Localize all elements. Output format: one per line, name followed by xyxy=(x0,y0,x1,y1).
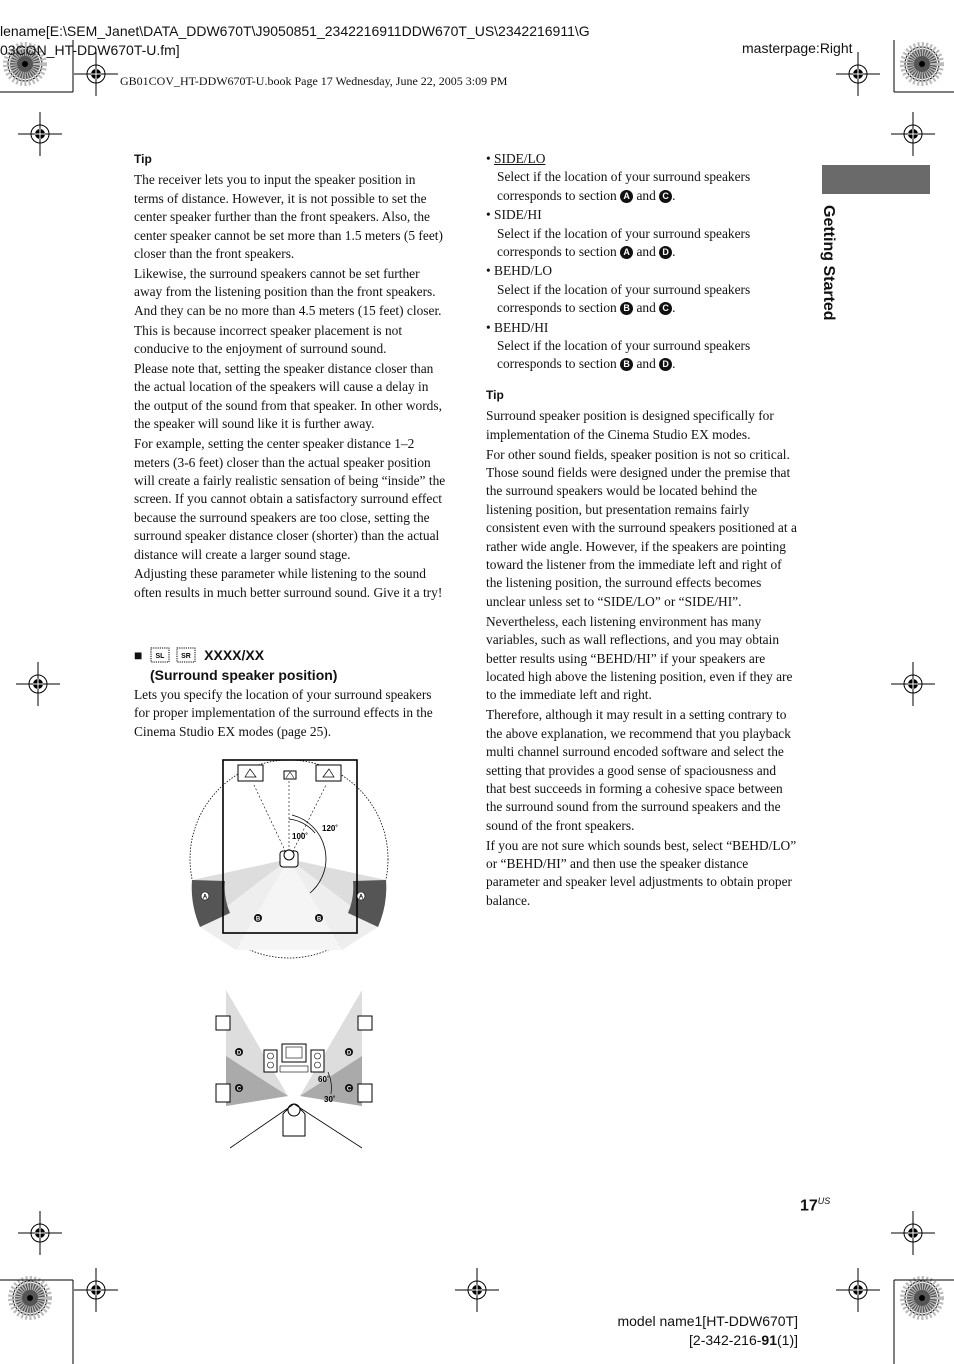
option-item: • SIDE/LO Select if the location of your surround speakers corresponds to section A and C . xyxy=(486,151,751,203)
option-name: BEHD/HI xyxy=(494,319,549,335)
section-title: (Surround speaker position) xyxy=(150,667,338,683)
surround-position-diagram xyxy=(188,755,392,965)
section-marker: D xyxy=(659,246,672,259)
angle-120-label: 120˚ xyxy=(322,824,339,833)
angle-30-label: 30˚ xyxy=(324,1095,336,1104)
tip-paragraph: Nevertheless, each listening environment has many variables, such as wall reflections, and you may obtain better results using “BEHD/HI” if your speakers are located high above the listening position, even if they are to the immediate left and right. xyxy=(486,613,793,703)
masterpage-label: masterpage:Right xyxy=(742,40,853,56)
option-and: and xyxy=(633,356,660,372)
sl-icon xyxy=(150,647,170,663)
part-code xyxy=(600,1331,798,1350)
filename-line-2: 03CON_HT-DDW670T-U.fm] xyxy=(0,42,180,58)
section-marker: A xyxy=(620,190,633,203)
model-footer xyxy=(600,1312,798,1350)
book-info: GB01COV_HT-DDW670T-U.book Page 17 Wednesday, June 22, 2005 3:09 PM xyxy=(120,74,508,88)
page-number-value: 17 xyxy=(800,1197,818,1215)
option-desc: Select if the location of your surround speakers corresponds to section xyxy=(497,338,751,372)
tip-paragraph: Please note that, setting the speaker distance closer than the actual location of the speakers will cause a delay in the output of the sound from that speaker. In other words, the speaker will sound like it is further away. xyxy=(134,360,442,432)
section-marker: D xyxy=(659,358,672,371)
zone-a-left: A xyxy=(202,894,208,901)
sr-icon xyxy=(176,647,196,663)
tip-paragraph: For example, setting the center speaker distance 1–2 meters (3-6 feet) closer than the actual speaker position will create a fairly realistic sensation of being “inside” the screen. If you cannot obtain a satisfactory surround effect because the surround speakers are too close, setting the surround speaker distance closer (shorter) than the actual distance will create a larger sound stage. xyxy=(134,436,446,562)
left-column xyxy=(134,150,448,604)
option-desc: Select if the location of your surround speakers corresponds to section xyxy=(497,169,751,203)
option-end: . xyxy=(672,356,676,372)
tip-paragraph: The receiver lets you to input the speaker position in terms of distance. However, it is not possible to set the center speaker further than the front speakers. Also, the center speaker cannot be set more than 1.5 meters (5 feet) closer than the front speakers. xyxy=(134,172,443,262)
zone-b-left: B xyxy=(255,916,261,923)
section-body: Lets you specify the location of your surround speakers for proper implementation of the surround effects in the Cinema Studio EX modes (page 25). xyxy=(134,687,433,739)
filename-header xyxy=(0,22,590,60)
section-tab-label: Getting Started xyxy=(820,205,837,321)
option-end: . xyxy=(672,300,676,316)
section-tab-bar xyxy=(822,165,930,194)
tip-paragraph: If you are not sure which sounds best, select “BEHD/LO” or “BEHD/HI” and then use the speaker distance parameter and speaker level adjustments to obtain proper balance. xyxy=(486,837,797,908)
tip-paragraph: For other sound fields, speaker position is not so critical. Those sound fields were designed under the premise that the surround speakers would be located behind the listening position, but presentation remains fairly consistent even with the surround speakers positioned at a rather wide angle. However, if the speakers are pointing toward the listener from the immediate left and right of the listening position, the surround effects becomes unclear unless set to “SIDE/LO” or “SIDE/HI”. xyxy=(486,446,797,609)
sl-icon-text: SL xyxy=(155,653,165,660)
filename-line-1: lename[E:\SEM_Janet\DATA_DDW670T\J9050851_2342216911DDW670T_US\2342216911\G xyxy=(0,23,590,39)
tip-paragraph: Adjusting these parameter while listening to the sound often results in much better surround sound. Give it a try! xyxy=(134,566,443,600)
option-item: • SIDE/HI Select if the location of your surround speakers corresponds to section A and D . xyxy=(486,207,751,260)
page-number xyxy=(800,1196,830,1215)
section-marker: C xyxy=(659,302,672,315)
option-end: . xyxy=(672,187,676,203)
option-name: BEHD/LO xyxy=(494,263,553,279)
part-code-suffix: (1)] xyxy=(777,1332,798,1348)
sr-icon-text: SR xyxy=(181,653,192,660)
option-item: • BEHD/HI Select if the location of your surround speakers corresponds to section B and D . xyxy=(486,319,751,372)
option-and: and xyxy=(633,244,660,260)
zone-d-right: D xyxy=(346,1050,352,1057)
speaker-height-diagram xyxy=(210,986,380,1151)
section-heading xyxy=(134,645,454,685)
zone-c-left: C xyxy=(236,1086,242,1093)
page-number-suffix: US xyxy=(817,1196,831,1206)
zone-b-right: B xyxy=(316,916,322,923)
angle-100-label: 100˚ xyxy=(292,832,309,841)
zone-a-right: A xyxy=(358,894,364,901)
angle-60-label: 60˚ xyxy=(318,1075,330,1084)
tip-label: Tip xyxy=(134,152,152,166)
tip-paragraph: Likewise, the surround speakers cannot be set further away from the listening position than the front speakers. And they can be no more than 4.5 meters (15 feet) closer. xyxy=(134,265,442,318)
option-name: SIDE/HI xyxy=(494,207,542,223)
option-and: and xyxy=(633,187,660,203)
tip-paragraph: This is because incorrect speaker placement is not conducive to the enjoyment of surround sound. xyxy=(134,322,403,357)
section-marker: C xyxy=(659,190,672,203)
part-code-bold: 91 xyxy=(761,1332,777,1348)
part-code-prefix: [2-342-216- xyxy=(689,1332,762,1348)
option-item: • BEHD/LO Select if the location of your surround speakers corresponds to section B and C . xyxy=(486,263,751,316)
section-marker: B xyxy=(620,302,633,315)
option-desc: Select if the location of your surround speakers corresponds to section xyxy=(497,281,751,316)
option-and: and xyxy=(633,300,660,316)
section-code: XXXX/XX xyxy=(204,647,265,663)
zone-d-left: D xyxy=(236,1050,242,1057)
section-marker: A xyxy=(620,246,633,259)
tip-label: Tip xyxy=(486,387,504,402)
section-bullet: ■ xyxy=(134,647,143,663)
option-desc: Select if the location of your surround speakers corresponds to section xyxy=(497,225,751,260)
option-end: . xyxy=(672,244,676,260)
section-tab xyxy=(822,205,852,335)
zone-c-right: C xyxy=(346,1086,352,1093)
section-marker: B xyxy=(620,358,633,371)
option-name: SIDE/LO xyxy=(494,151,546,166)
model-name: model name1[HT-DDW670T] xyxy=(617,1313,798,1329)
tip-paragraph: Therefore, although it may result in a setting contrary to the above explanation, we recommend that you playback multi channel surround encoded software and select the setting that provides a good sense of spaciousness and that best succeeds in forming a cohesive space between the surround sound from the surround speakers and the sound of the front speakers. xyxy=(486,707,791,833)
right-column xyxy=(486,150,798,912)
tip-paragraph: Surround speaker position is designed specifically for implementation of the Cinema Studio EX modes. xyxy=(486,408,774,442)
